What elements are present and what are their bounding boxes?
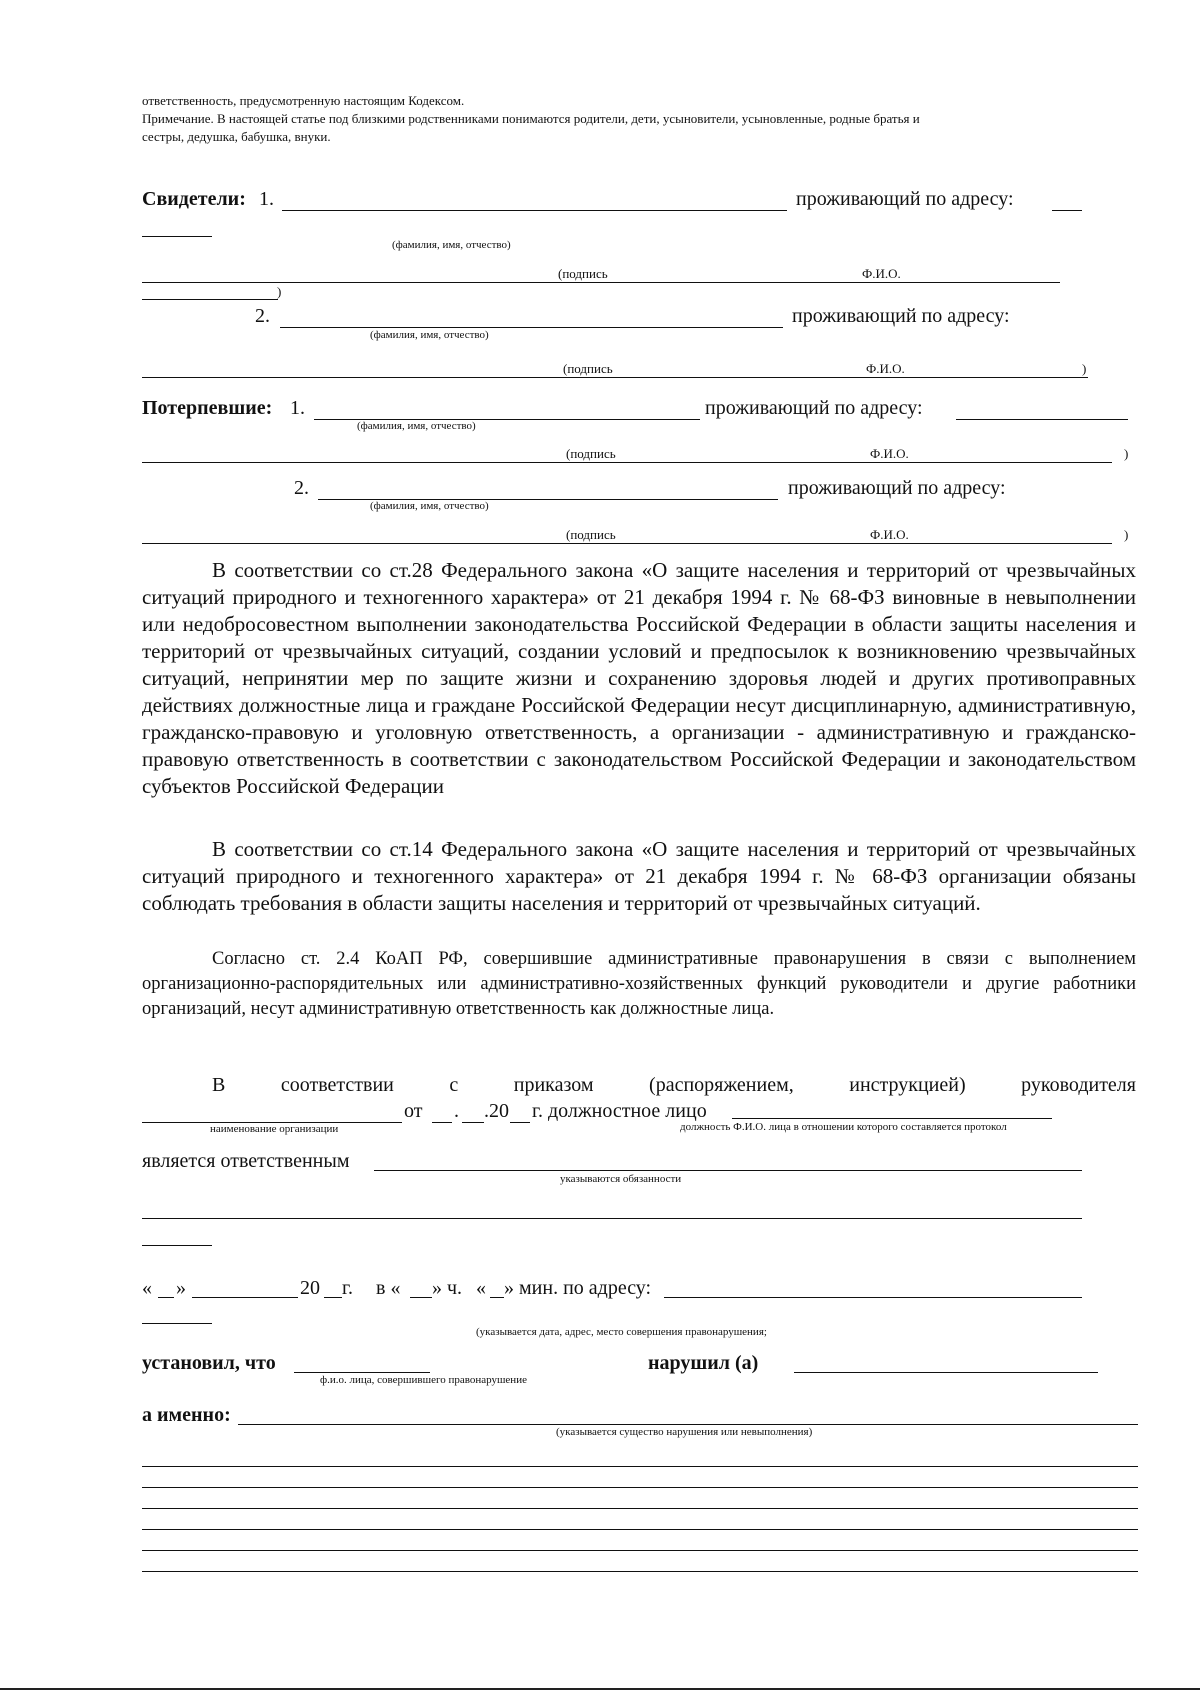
min-line[interactable] <box>490 1297 504 1298</box>
duties-line-2[interactable] <box>142 1218 1082 1219</box>
victim-1-sign-label: (подпись <box>566 446 616 461</box>
hour-line[interactable] <box>410 1297 432 1298</box>
witness-2-close: ) <box>1082 361 1087 376</box>
official-name-line[interactable] <box>732 1118 1052 1119</box>
law-paragraph-art14: В соответствии со ст.14 Федерального закона «О защите населения и территорий от чрезвычайных ситуаций природного и техногенного характера» от 21 декабря 1994 г. № 68-ФЗ организации обязаны соблюдать требования в области защиты населения и территорий от чрезвычайных ситуаций. <box>142 837 1136 915</box>
witness-2-sign-line[interactable] <box>142 377 1088 378</box>
witness-1-address-line[interactable] <box>1052 210 1082 211</box>
violated-label: нарушил (а) <box>648 1352 759 1374</box>
hour-open: в « <box>376 1277 401 1299</box>
violation-text-line-2[interactable] <box>142 1487 1138 1488</box>
address-line[interactable] <box>664 1297 1082 1298</box>
order-year-prefix: .20 <box>484 1100 509 1122</box>
order-line1: В соответствии с приказом (распоряжением, инструкцией) руководителя <box>212 1074 1136 1096</box>
witness-1-fio-line-cont[interactable] <box>142 299 278 300</box>
min-rest: » мин. по адресу: <box>504 1277 652 1299</box>
witness-1-number: 1. <box>259 188 274 210</box>
official-hint: должность Ф.И.О. лица в отношении которого составляется протокол <box>680 1121 1007 1133</box>
victim-2-fio-hint: (фамилия, имя, отчество) <box>370 500 489 512</box>
victim-1-close: ) <box>1124 446 1129 461</box>
witness-2-name-line[interactable] <box>280 327 783 328</box>
witness-2-number: 2. <box>255 305 270 327</box>
order-date-dot: . <box>454 1100 459 1122</box>
law-paragraph-art28: В соответствии со ст.28 Федерального закона «О защите населения и территорий от чрезвычайных ситуаций природного и техногенного характера» от 21 декабря 1994 г. № 68-ФЗ виновные в невыполнении или недобросовестном выполнении законодательства Российской Федерации в области защиты населения и территорий от чрезвычайных ситуаций, создании условий и предпосылок к возникновению чрезвычайных ситуаций, непринятии мер по защите жизни и сохранению здоровья людей и других противоправных действиях должностные лица и граждане Российской Федерации несут дисциплинарную, административную, гражданско-правовую и уголовную ответственность, а организации - административную и гражданско-правовую ответственность в соответствии с законодательством Российской Федерации и законодательством субъектов Российской Федерации <box>142 558 1136 798</box>
order-month-line[interactable] <box>462 1122 484 1123</box>
hour-close: » ч. <box>432 1277 463 1299</box>
violation-text-line-3[interactable] <box>142 1508 1138 1509</box>
victim-1-fio-label: Ф.И.О. <box>870 446 909 461</box>
victim-2-close: ) <box>1124 527 1129 542</box>
duties-hint: указываются обязанности <box>560 1173 682 1185</box>
month-line[interactable] <box>192 1297 298 1298</box>
day-line[interactable] <box>158 1297 174 1298</box>
witness-1-name-line[interactable] <box>282 210 787 211</box>
namely-label: а именно: <box>142 1404 231 1426</box>
date-open-quote: « <box>142 1277 152 1299</box>
namely-hint: (указывается существо нарушения или невыполнения) <box>556 1426 813 1438</box>
victim-1-sign-line[interactable] <box>142 462 1112 463</box>
witness-1-sign-line[interactable] <box>142 282 1060 283</box>
witness-1-fio-label: Ф.И.О. <box>862 266 901 281</box>
page-bottom-rule <box>0 1688 1200 1690</box>
violation-text-line-1[interactable] <box>142 1466 1138 1467</box>
victim-2-fio-label: Ф.И.О. <box>870 527 909 542</box>
violation-text-line-4[interactable] <box>142 1529 1138 1530</box>
victims-label: Потерпевшие: <box>142 397 273 419</box>
min-open: « <box>476 1277 486 1299</box>
victim-2-number: 2. <box>294 477 309 499</box>
year-g: г. <box>342 1277 353 1299</box>
koap-paragraph: Согласно ст. 2.4 КоАП РФ, совершившие административные правонарушения в связи с выполнением организационно-распорядительных или административно-хозяйственных функций руководители и другие работники организаций, несут административную ответственность как должностные лица. <box>142 949 1136 1019</box>
victim-2-address-label: проживающий по адресу: <box>788 477 1006 499</box>
witness-2-address-label: проживающий по адресу: <box>792 305 1010 327</box>
namely-line[interactable] <box>238 1424 1138 1425</box>
top-note-line3: сестры, дедушка, бабушка, внуки. <box>142 129 331 144</box>
victim-1-number: 1. <box>290 397 305 419</box>
witness-2-fio-label: Ф.И.О. <box>866 361 905 376</box>
order-from: от <box>404 1100 423 1122</box>
date-close-quote: » <box>176 1277 186 1299</box>
year-line[interactable] <box>324 1297 342 1298</box>
victim-1-address-label: проживающий по адресу: <box>705 397 923 419</box>
violation-text-line-5[interactable] <box>142 1550 1138 1551</box>
violated-line[interactable] <box>794 1372 1098 1373</box>
duties-line[interactable] <box>374 1170 1082 1171</box>
order-day-line[interactable] <box>432 1122 452 1123</box>
offender-hint: ф.и.о. лица, совершившего правонарушение <box>320 1374 527 1386</box>
responsible-label: является ответственным <box>142 1150 350 1172</box>
witness-2-sign-label: (подпись <box>563 361 613 376</box>
offender-line[interactable] <box>294 1372 430 1373</box>
witness-2-fio-hint: (фамилия, имя, отчество) <box>370 329 489 341</box>
witness-1-close: ) <box>277 284 282 299</box>
victim-1-fio-hint: (фамилия, имя, отчество) <box>357 420 476 432</box>
duties-line-3[interactable] <box>142 1245 212 1246</box>
victim-1-address-line[interactable] <box>956 419 1128 420</box>
victim-2-sign-line[interactable] <box>142 543 1112 544</box>
address-line-cont[interactable] <box>142 1323 212 1324</box>
witness-1-address-line-cont[interactable] <box>142 236 212 237</box>
witness-1-address-label: проживающий по адресу: <box>796 188 1014 210</box>
witnesses-label: Свидетели: <box>142 188 246 210</box>
violation-text-line-6[interactable] <box>142 1571 1138 1572</box>
top-note-line2: Примечание. В настоящей статье под близкими родственниками понимаются родители, дети, усыновители, усыновленные, родные братья и <box>142 111 920 126</box>
witness-1-fio-hint: (фамилия, имя, отчество) <box>392 239 511 251</box>
org-name-hint: наименование организации <box>210 1123 339 1135</box>
year-prefix: 20 <box>300 1277 320 1299</box>
established-label: установил, что <box>142 1352 276 1374</box>
date-place-hint: (указывается дата, адрес, место совершения правонарушения; <box>476 1326 767 1338</box>
order-tail: г. должностное лицо <box>532 1100 707 1122</box>
victim-2-sign-label: (подпись <box>566 527 616 542</box>
top-note-line1: ответственность, предусмотренную настоящим Кодексом. <box>142 93 465 108</box>
order-year-line[interactable] <box>510 1122 530 1123</box>
witness-1-sign-label: (подпись <box>558 266 608 281</box>
